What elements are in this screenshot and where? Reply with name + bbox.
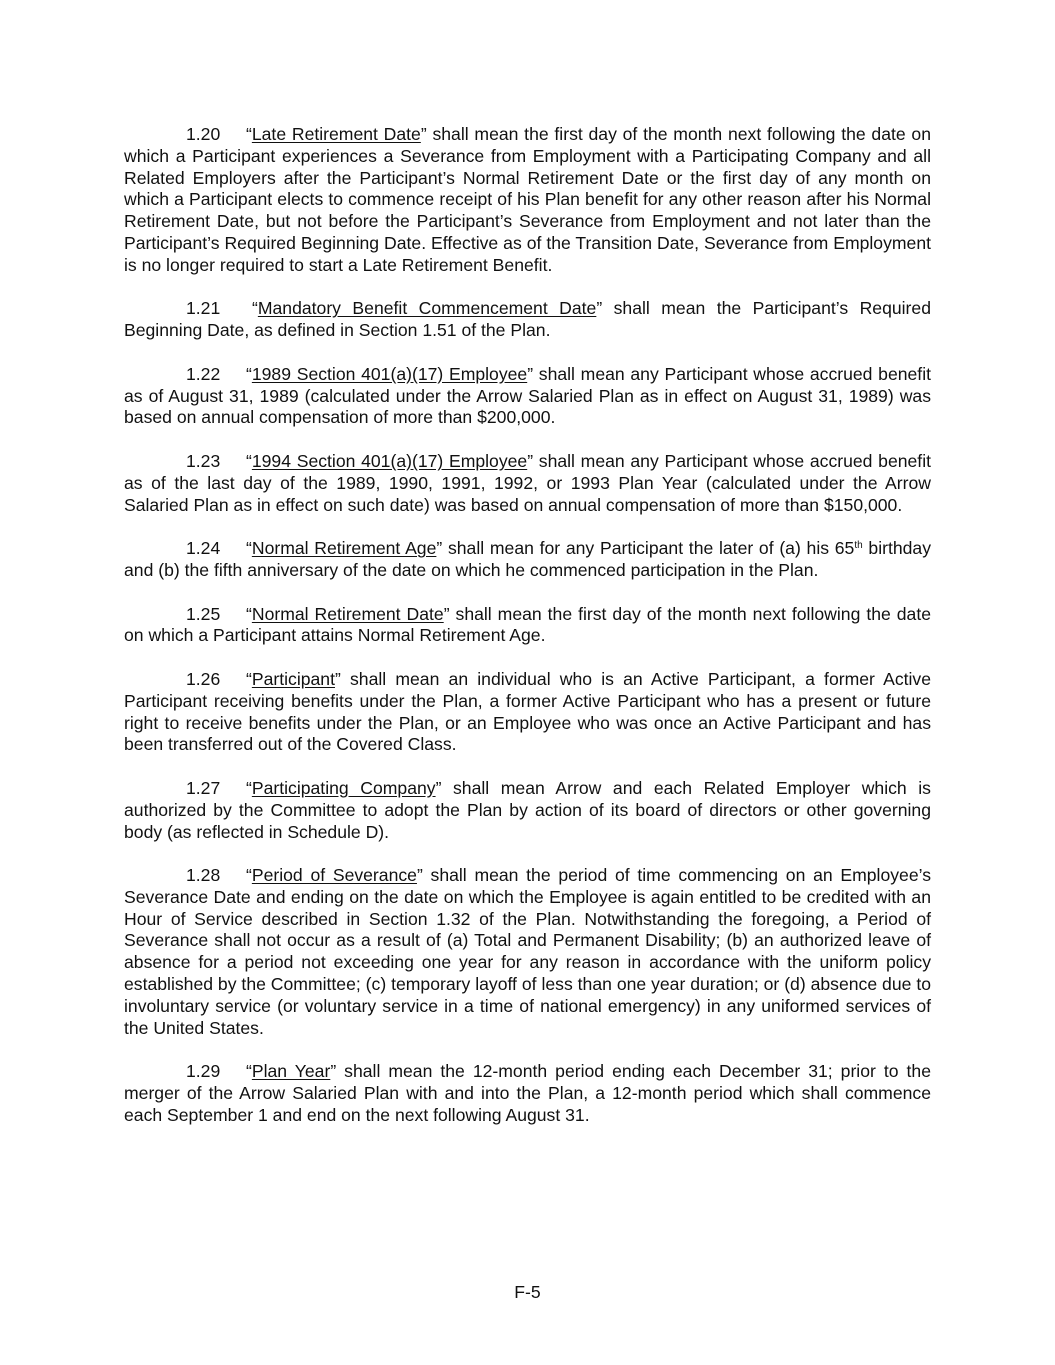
defined-term: Participant [251, 668, 335, 689]
section-1-26: 1.26 “Participant” shall mean an individual who is an Active Participant, a former Active Participant receiving benefits under the Plan, a former Active Participant who has a present or future right to receive benefits under the Plan, or an Employee who was once an Active Participant and has been transferred out of the Covered Class. [124, 668, 931, 755]
section-number: 1.24 [186, 538, 221, 559]
section-number: 1.23 [186, 450, 221, 471]
defined-term: Normal Retirement Age [251, 538, 437, 559]
defined-term: 1994 Section 401(a)(17) Employee [251, 450, 528, 471]
definition-text: ” shall mean the period of time commencing on an Employee’s Severance Date and ending on the date on which the Employee is again entitled to be credited with an Hour of Service described in Section 1.32 of the Plan. Notwithstanding the foregoing, a Period of Severance shall not occur as a result of (a) Total and Permanent Disability; (b) an authorized leave of absence for a period not exceeding one year for any reason in accordance with the uniform policy established by the Committee; (c) temporary layoff of less than one year duration; or (d) absence due to involuntary service (or voluntary service in a time of national emergency) in any uniformed services of the United States. [124, 865, 931, 1038]
defined-term: Period of Severance [251, 865, 417, 886]
defined-term: Normal Retirement Date [251, 603, 444, 624]
section-number: 1.20 [186, 124, 221, 144]
definition-text: ” shall mean the 12-month period ending each December 31; prior to the merger of the Arrow Salaried Plan with and into the Plan, a 12-month period which shall commence each September 1 and end on the next following August 31. [124, 1061, 931, 1125]
definition-text: ” shall mean Arrow and each Related Employer which is authorized by the Committee to adopt the Plan by action of its board of directors or other governing body (as reflected in Schedule D). [124, 777, 931, 842]
definition-text: ” shall mean an individual who is an Active Participant, a former Active Participant receiving benefits under the Plan, a former Active Participant who has a present or future right to receive benefits under the Plan, or an Employee who was once an Active Participant and has been transferred out of the Covered Class. [124, 668, 931, 755]
section-number: 1.21 [186, 298, 221, 319]
definition-text: ” shall mean any Participant whose accrued benefit as of August 31, 1989 (calculated under the Arrow Salaried Plan as in effect on August 31, 1989) was based on annual compensation of more than $200,000. [124, 363, 931, 428]
section-1-24: 1.24 “Normal Retirement Age” shall mean for any Participant the later of (a) his 65th birthday and (b) the fifth anniversary of the date on which he commenced participation in the Plan. [124, 538, 932, 580]
definition-text: ” shall mean the first day of the month next following the date on which a Participant experiences a Severance from Employment with a Participating Company and all Related Employers after the Participant’s Normal Retirement Date or the first day of any month on which a Participant elects to commence receipt of his Plan benefit for any other reason after his Normal Retirement Date, but not before the Participant’s Severance from Employment and not later than the Participant’s Required Beginning Date. Effective as of the Transition Date, Severance from Employment is no longer required to start a Late Retirement Benefit. [124, 124, 931, 275]
defined-term: Late Retirement Date [251, 124, 421, 144]
section-1-28: 1.28 “Period of Severance” shall mean the period of time commencing on an Employee’s Severance Date and ending on the date on which the Employee is again entitled to be credited with an Hour of Service described in Section 1.32 of the Plan. Notwithstanding the foregoing, a Period of Severance shall not occur as a result of (a) Total and Permanent Disability; (b) an authorized leave of absence for a period not exceeding one year for any reason in accordance with the uniform policy established by the Committee; (c) temporary layoff of less than one year duration; or (d) absence due to involuntary service (or voluntary service in a time of national emergency) in any uniformed services of the United States. [124, 865, 931, 1038]
definition-text-continued: birthday and (b) the fifth anniversary of the date on which he commenced participation in the Plan. [124, 538, 932, 580]
section-1-22: 1.22 “1989 Section 401(a)(17) Employee” shall mean any Participant whose accrued benefit as of August 31, 1989 (calculated under the Arrow Salaried Plan as in effect on August 31, 1989) was based on annual compensation of more than $200,000. [124, 363, 931, 428]
definition-text: ” shall mean the Participant’s Required Beginning Date, as defined in Section 1.51 of the Plan. [124, 298, 931, 341]
section-number: 1.27 [186, 777, 221, 798]
page-number: F-5 [514, 1282, 541, 1302]
section-1-25: 1.25 “Normal Retirement Date” shall mean the first day of the month next following the date on which a Participant attains Normal Retirement Age. [124, 603, 931, 646]
definition-text: ” shall mean any Participant whose accrued benefit as of the last day of the 1989, 1990, 1991, 1992, or 1993 Plan Year (calculated under the Arrow Salaried Plan as in effect on such date) was based on annual compensation of more than $150,000. [124, 450, 931, 515]
section-1-23: 1.23 “1994 Section 401(a)(17) Employee” shall mean any Participant whose accrued benefit as of the last day of the 1989, 1990, 1991, 1992, or 1993 Plan Year (calculated under the Arrow Salaried Plan as in effect on such date) was based on annual compensation of more than $150,000. [124, 450, 931, 515]
document-body [124, 124, 931, 1148]
defined-term: Mandatory Benefit Commencement Date [257, 298, 597, 319]
definition-text: ” shall mean the first day of the month next following the date on which a Participant attains Normal Retirement Age. [124, 603, 931, 646]
defined-term: Participating Company [251, 777, 436, 798]
section-number: 1.25 [186, 603, 221, 624]
section-1-20: 1.20 “Late Retirement Date” shall mean the first day of the month next following the date on which a Participant experiences a Severance from Employment with a Participating Company and all Related Employers after the Participant’s Normal Retirement Date or the first day of any month on which a Participant elects to commence receipt of his Plan benefit for any other reason after his Normal Retirement Date, but not before the Participant’s Severance from Employment and not later than the Participant’s Required Beginning Date. Effective as of the Transition Date, Severance from Employment is no longer required to start a Late Retirement Benefit. [124, 124, 931, 275]
section-number: 1.22 [186, 363, 221, 384]
section-1-29: 1.29 “Plan Year” shall mean the 12-month period ending each December 31; prior to the merger of the Arrow Salaried Plan with and into the Plan, a 12-month period which shall commence each September 1 and end on the next following August 31. [124, 1061, 931, 1125]
section-1-21: 1.21 “Mandatory Benefit Commencement Date” shall mean the Participant’s Required Beginning Date, as defined in Section 1.51 of the Plan. [124, 298, 931, 341]
section-number: 1.29 [186, 1061, 221, 1082]
section-1-27: 1.27 “Participating Company” shall mean Arrow and each Related Employer which is authorized by the Committee to adopt the Plan by action of its board of directors or other governing body (as reflected in Schedule D). [124, 777, 931, 842]
defined-term: 1989 Section 401(a)(17) Employee [251, 363, 528, 384]
section-number: 1.26 [186, 668, 221, 689]
defined-term: Plan Year [251, 1061, 331, 1082]
section-number: 1.28 [186, 865, 221, 886]
ordinal-suffix: th [854, 540, 863, 552]
definition-text: ” shall mean for any Participant the later of (a) his 65 [436, 538, 855, 559]
